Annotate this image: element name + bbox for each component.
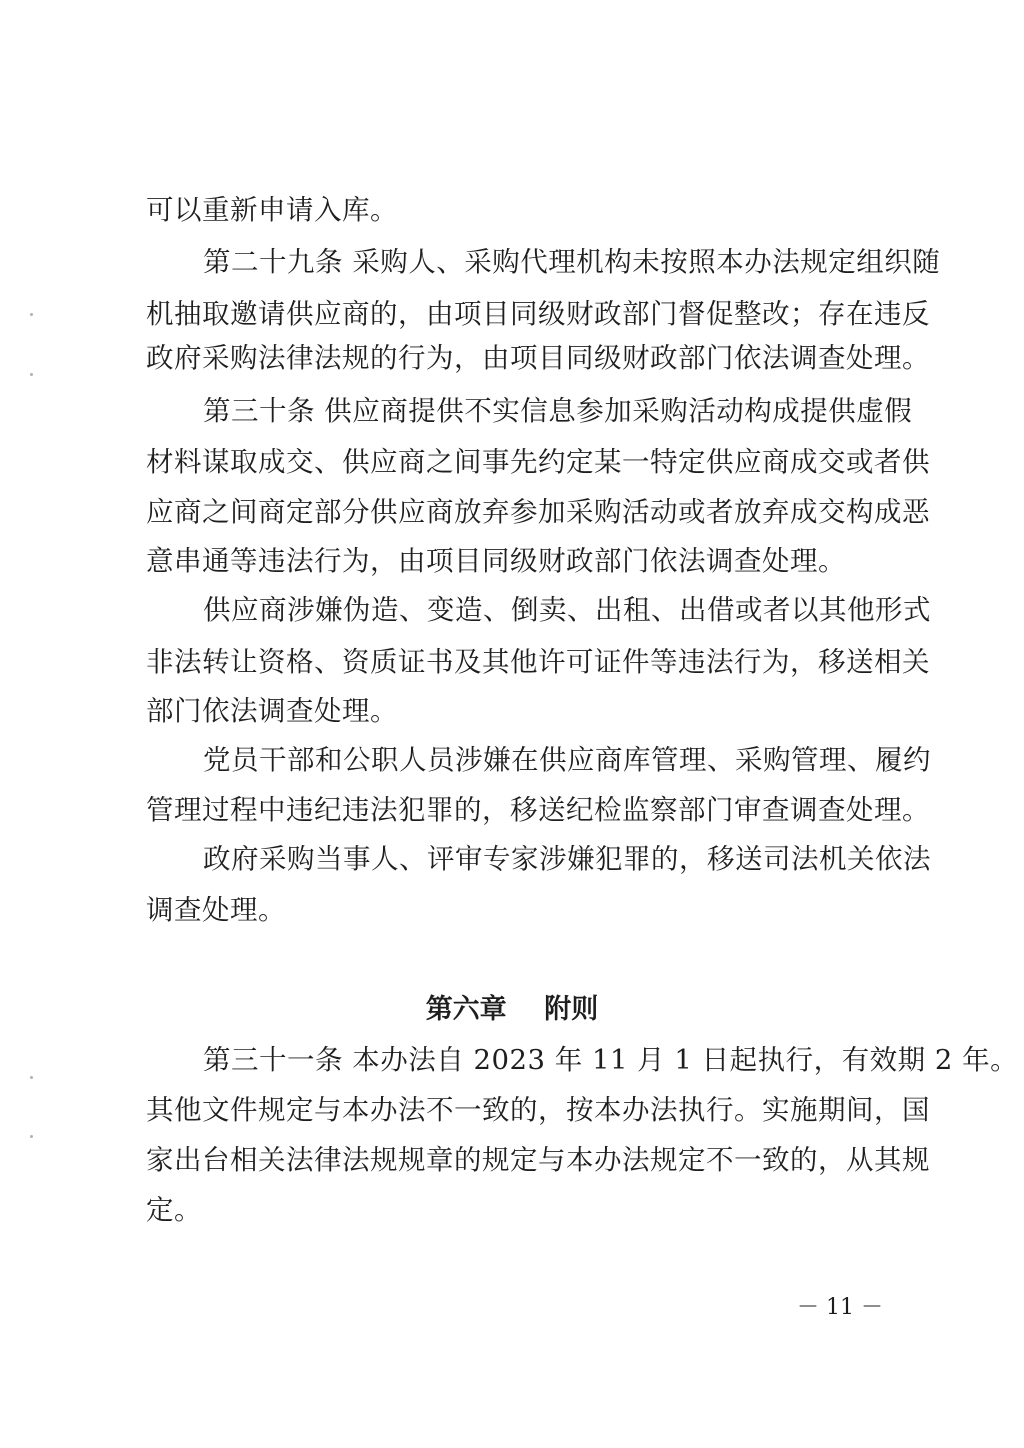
text-line: 第三十一条 本办法自 2023 年 11 月 1 日起执行，有效期 2 年。 xyxy=(203,1044,1019,1076)
text-line: 供应商涉嫌伪造、变造、倒卖、出租、出借或者以其他形式 xyxy=(203,594,931,626)
binding-mark xyxy=(30,373,33,376)
text-line: 定。 xyxy=(146,1194,202,1226)
chapter-heading: 第六章 附则 xyxy=(425,994,599,1025)
text-line: 其他文件规定与本办法不一致的，按本办法执行。实施期间，国 xyxy=(146,1094,930,1126)
text-line: 部门依法调查处理。 xyxy=(146,695,398,727)
text-line: 政府采购当事人、评审专家涉嫌犯罪的，移送司法机关依法 xyxy=(203,843,931,875)
binding-mark xyxy=(30,313,33,316)
page-number: － 11 － xyxy=(797,1295,883,1320)
text-line: 政府采购法律法规的行为，由项目同级财政部门依法调查处理。 xyxy=(146,342,930,374)
text-line: 家出台相关法律法规规章的规定与本办法规定不一致的，从其规 xyxy=(146,1144,930,1176)
text-line: 机抽取邀请供应商的，由项目同级财政部门督促整改；存在违反 xyxy=(146,298,930,330)
binding-mark xyxy=(30,1076,33,1079)
text-line: 可以重新申请入库。 xyxy=(146,194,398,226)
text-line: 意串通等违法行为，由项目同级财政部门依法调查处理。 xyxy=(146,545,846,577)
text-line: 管理过程中违纪违法犯罪的，移送纪检监察部门审查调查处理。 xyxy=(146,794,930,826)
text-line: 非法转让资格、资质证书及其他许可证件等违法行为，移送相关 xyxy=(146,646,930,678)
text-line: 应商之间商定部分供应商放弃参加采购活动或者放弃成交构成恶 xyxy=(146,496,930,528)
text-line: 第二十九条 采购人、采购代理机构未按照本办法规定组织随 xyxy=(203,246,941,278)
text-line: 党员干部和公职人员涉嫌在供应商库管理、采购管理、履约 xyxy=(203,744,931,776)
binding-mark xyxy=(30,1135,33,1138)
text-line: 调查处理。 xyxy=(146,894,286,926)
text-line: 材料谋取成交、供应商之间事先约定某一特定供应商成交或者供 xyxy=(146,446,930,478)
text-line: 第三十条 供应商提供不实信息参加采购活动构成提供虚假 xyxy=(203,395,913,427)
